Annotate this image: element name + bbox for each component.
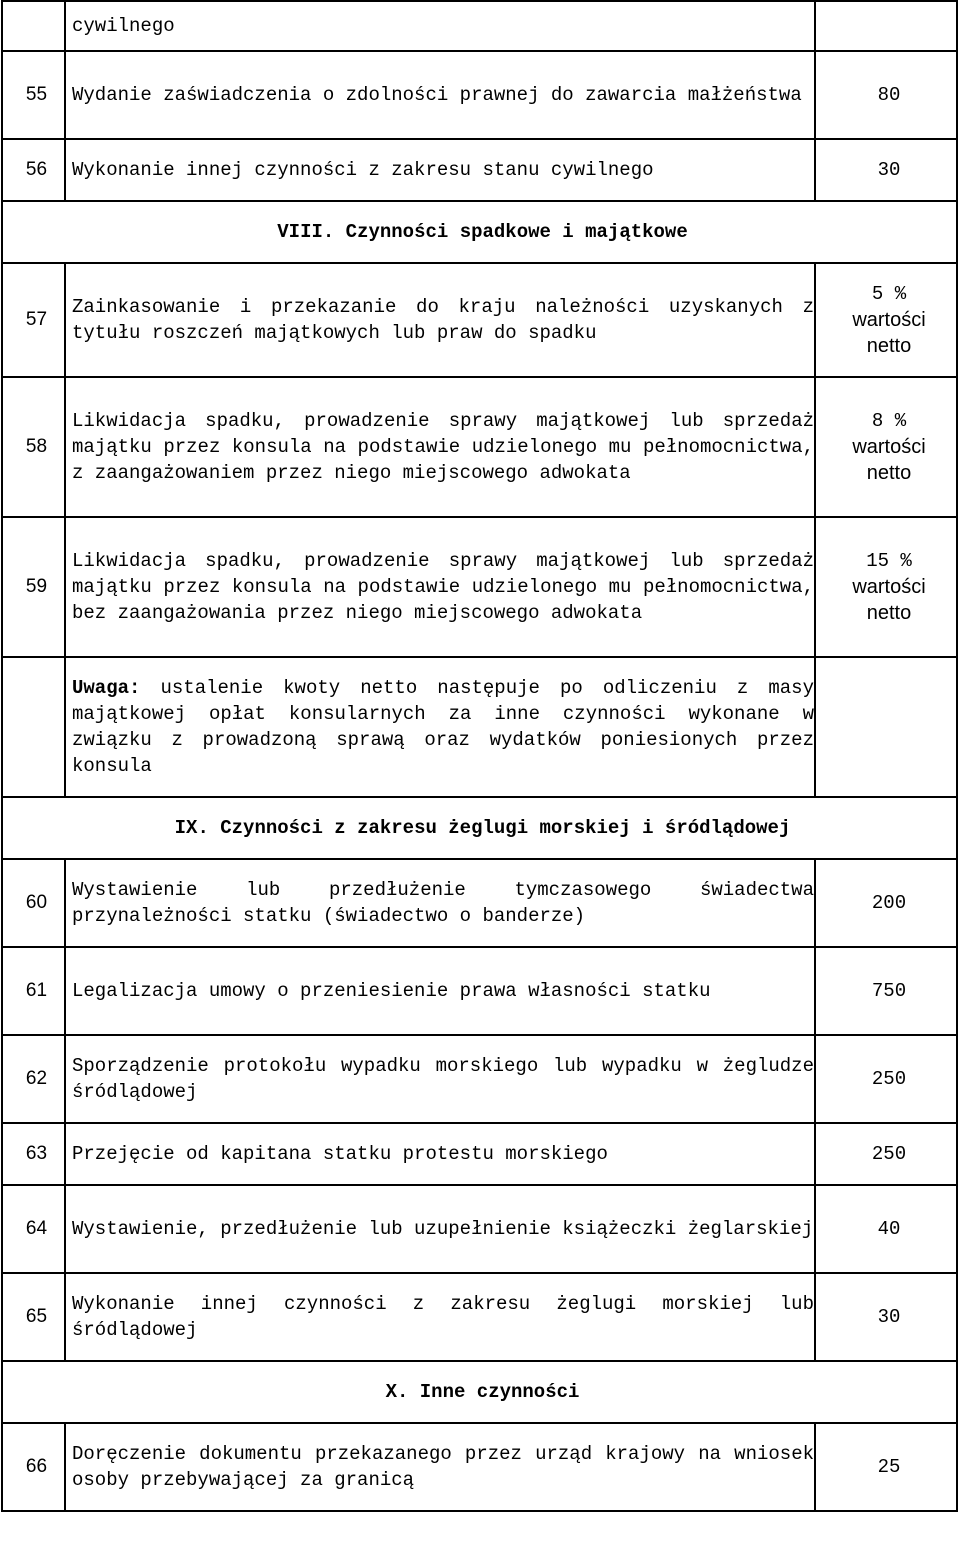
fee-basis: wartości <box>852 436 926 458</box>
fee-basis-net: netto <box>866 335 912 357</box>
table-row <box>2 1273 957 1361</box>
row-fee <box>815 1 957 51</box>
fee-percent: 5 % <box>871 283 907 305</box>
row-number: 65 <box>2 1273 65 1361</box>
section-header-row <box>2 201 957 263</box>
table-row <box>2 1423 957 1511</box>
table-row <box>2 859 957 947</box>
row-description: Wykonanie innej czynności z zakresu stanu cywilnego <box>65 139 815 201</box>
row-number: 56 <box>2 139 65 201</box>
table-row <box>2 1123 957 1185</box>
row-number: 66 <box>2 1423 65 1511</box>
row-number: 60 <box>2 859 65 947</box>
table-row <box>2 139 957 201</box>
row-number-cell <box>2 1 65 51</box>
row-fee <box>815 263 957 377</box>
row-description: Wystawienie lub przedłużenie tymczasowego świadectwa przynależności statku (świadectwo o banderze) <box>65 859 815 947</box>
fee-basis: wartości <box>852 309 926 331</box>
section-title: X. Inne czynności <box>2 1361 957 1423</box>
table-row <box>2 1185 957 1273</box>
row-fee <box>815 377 957 517</box>
row-description: Likwidacja spadku, prowadzenie sprawy majątkowej lub sprzedaż majątku przez konsula na podstawie udzielonego mu pełnomocnictwa, bez zaangażowania przez niego miejscowego adwokata <box>65 517 815 657</box>
row-fee: 200 <box>815 859 957 947</box>
row-description: Doręczenie dokumentu przekazanego przez urząd krajowy na wniosek osoby przebywającej za granicą <box>65 1423 815 1511</box>
section-title: VIII. Czynności spadkowe i majątkowe <box>2 201 957 263</box>
row-fee: 30 <box>815 1273 957 1361</box>
consular-fee-table <box>1 0 958 1512</box>
row-number-cell <box>2 657 65 797</box>
row-number: 62 <box>2 1035 65 1123</box>
section-header-row <box>2 1361 957 1423</box>
row-description: Likwidacja spadku, prowadzenie sprawy majątkowej lub sprzedaż majątku przez konsula na podstawie udzielonego mu pełnomocnictwa, z zaangażowaniem przez niego miejscowego adwokata <box>65 377 815 517</box>
row-description: Przejęcie od kapitana statku protestu morskiego <box>65 1123 815 1185</box>
fee-basis-net: netto <box>866 462 912 484</box>
table-row <box>2 51 957 139</box>
row-fee: 40 <box>815 1185 957 1273</box>
note-label: Uwaga: <box>72 677 141 699</box>
table-row <box>2 517 957 657</box>
table-row <box>2 947 957 1035</box>
table-row <box>2 377 957 517</box>
table-row <box>2 1035 957 1123</box>
fee-schedule <box>1 0 956 1512</box>
table-row <box>2 1 957 51</box>
row-fee: 250 <box>815 1035 957 1123</box>
row-description: cywilnego <box>65 1 815 51</box>
row-fee: 25 <box>815 1423 957 1511</box>
note-body: ustalenie kwoty netto następuje po odliczeniu z masy majątkowej opłat konsularnych za inne czynności wykonane w związku z prowadzoną sprawą oraz wydatków poniesionych przez konsula <box>72 677 814 777</box>
row-description: Wystawienie, przedłużenie lub uzupełnienie książeczki żeglarskiej <box>65 1185 815 1273</box>
section-title: IX. Czynności z zakresu żeglugi morskiej i śródlądowej <box>2 797 957 859</box>
row-number: 61 <box>2 947 65 1035</box>
row-description: Sporządzenie protokołu wypadku morskiego lub wypadku w żegludze śródlądowej <box>65 1035 815 1123</box>
section-header-row <box>2 797 957 859</box>
row-description: Legalizacja umowy o przeniesienie prawa własności statku <box>65 947 815 1035</box>
fee-basis-net: netto <box>866 602 912 624</box>
row-number: 59 <box>2 517 65 657</box>
note-text <box>65 657 815 797</box>
row-description: Wydanie zaświadczenia o zdolności prawnej do zawarcia małżeństwa <box>65 51 815 139</box>
row-number: 55 <box>2 51 65 139</box>
table-row <box>2 263 957 377</box>
row-fee: 80 <box>815 51 957 139</box>
row-fee <box>815 517 957 657</box>
row-number: 64 <box>2 1185 65 1273</box>
row-number: 63 <box>2 1123 65 1185</box>
fee-basis: wartości <box>852 576 926 598</box>
row-fee: 30 <box>815 139 957 201</box>
row-number: 57 <box>2 263 65 377</box>
row-number: 58 <box>2 377 65 517</box>
row-fee: 750 <box>815 947 957 1035</box>
fee-percent: 8 % <box>871 410 907 432</box>
note-row <box>2 657 957 797</box>
row-fee <box>815 657 957 797</box>
fee-percent: 15 % <box>866 550 912 572</box>
row-description: Wykonanie innej czynności z zakresu żeglugi morskiej lub śródlądowej <box>65 1273 815 1361</box>
row-description: Zainkasowanie i przekazanie do kraju należności uzyskanych z tytułu roszczeń majątkowych lub praw do spadku <box>65 263 815 377</box>
row-fee: 250 <box>815 1123 957 1185</box>
